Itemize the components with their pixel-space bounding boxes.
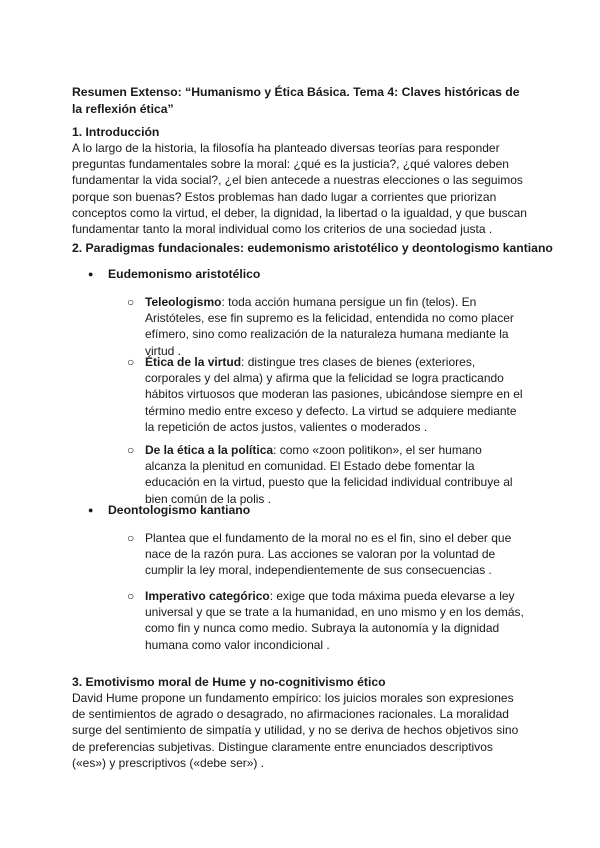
- section-1-text: A lo largo de la historia, la filosofía ha planteado diversas teorías para responder preguntas fundamentales sobre la moral: ¿qué es la justicia?, ¿qué valores deben fundamentar la vida social?, ¿el bien antecede a nuestras elecciones o las seguimos porque son buenas? Estos problemas han dado lugar a corrientes que priorizan conceptos como la virtud, el deber, la dignidad, la libertad o la igualdad, y que buscan fundamentar tanto la moral individual como los criterios de una sociedad justa .: [72, 141, 527, 237]
- sub-item-deber: [127, 530, 525, 579]
- bullet-dot: ●: [88, 505, 94, 515]
- sub-bullet-circle: ○: [127, 355, 135, 369]
- term-text: : como «zoon politikon», el ser humano alcanza la plenitud en comunidad. El Estado debe fomentar la educación en la virtud, puesto que la felicidad individual contribuye al bien común de la polis .: [145, 443, 513, 506]
- term: De la ética a la política: [145, 443, 274, 457]
- section-3-heading: 3. Emotivismo moral de Hume y no-cognitivismo ético: [72, 675, 386, 689]
- term: Teleologismo: [145, 295, 222, 309]
- bullet-deontologismo: [88, 502, 251, 518]
- section-3-text: David Hume propone un fundamento empírico: los juicios morales son expresiones de sentimientos de agrado o desagrado, no afirmaciones racionales. La moralidad surge del sentimiento de simpatía y utilidad, y no se deriva de hechos objetivos sino de preferencias subjetivas. Distingue claramente entre enunciados descriptivos («es») y prescriptivos («debe ser») .: [72, 691, 519, 770]
- term-text: : distingue tres clases de bienes (exteriores, corporales y del alma) y afirma que la felicidad se logra practicando hábitos virtuosos que moderan las pasiones, ubicándose siempre en el término medio entre exceso y defecto. La virtud se adquiere mediante la repetición de actos justos, valientes o moderados .: [145, 355, 523, 434]
- bullet-dot: ●: [88, 269, 94, 279]
- sub-item-etica-virtud: [127, 354, 525, 435]
- term: Ética de la virtud: [145, 355, 242, 369]
- sub-bullet-circle: ○: [127, 295, 135, 309]
- section-1-heading: 1. Introducción: [72, 125, 160, 139]
- term-text: Plantea que el fundamento de la moral no es el fin, sino el deber que nace de la razón pura. Las acciones se valoran por la voluntad de cumplir la ley moral, independientemente de sus consecuencias .: [145, 531, 512, 578]
- sub-item-imperativo: [127, 588, 525, 653]
- term: Imperativo categórico: [145, 589, 270, 603]
- sub-bullet-circle: ○: [127, 443, 135, 457]
- term-text: : exige que toda máxima pueda elevarse a ley universal y que se trate a la humanidad, en uno mismo y en los demás, como fin y nunca como medio. Subraya la autonomía y la dignidad humana como valor incondicional .: [145, 589, 524, 652]
- bullet-label: Deontologismo kantiano: [108, 503, 251, 517]
- sub-item-teleologismo: [127, 294, 525, 359]
- bullet-eudemonismo: [88, 266, 261, 282]
- sub-bullet-circle: ○: [127, 589, 135, 603]
- term-text: : toda acción humana persigue un fin (telos). En Aristóteles, ese fin supremo es la felicidad, entendida no como placer efímero, sino como realización de la naturaleza humana mediante la virtud .: [145, 295, 514, 358]
- sub-item-etica-politica: [127, 442, 525, 507]
- section-2-heading: 2. Paradigmas fundacionales: eudemonismo aristotélico y deontologismo kantiano: [72, 241, 553, 255]
- bullet-label: Eudemonismo aristotélico: [108, 267, 261, 281]
- sub-bullet-circle: ○: [127, 531, 135, 545]
- document-title: Resumen Extenso: “Humanismo y Ética Básica. Tema 4: Claves históricas de la reflexión ética”: [72, 85, 520, 116]
